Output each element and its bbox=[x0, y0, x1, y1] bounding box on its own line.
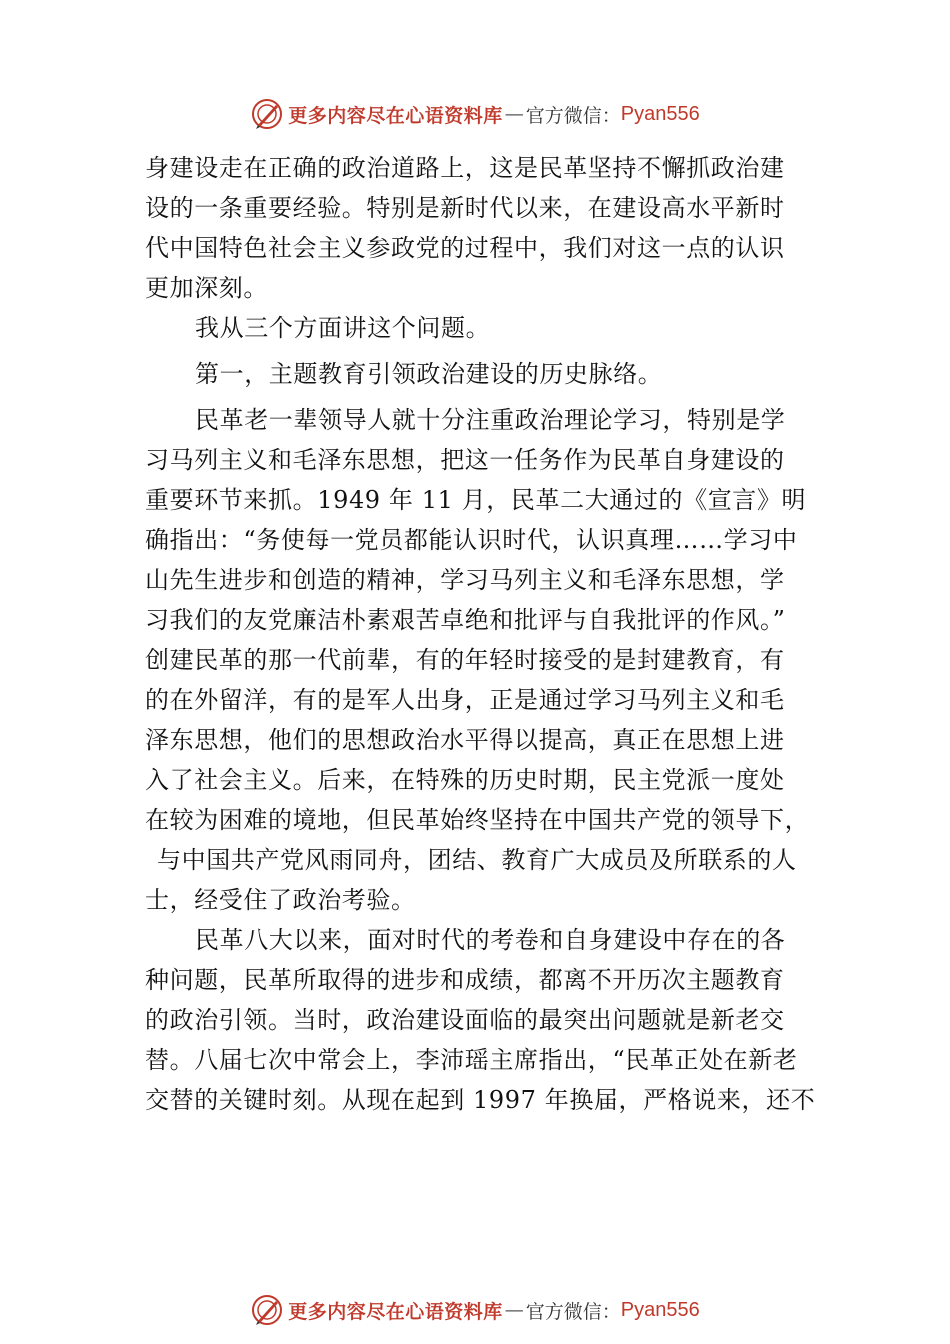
body-line: 更加深刻。 bbox=[145, 274, 268, 302]
header-wechat-id: Pyan556 bbox=[620, 102, 700, 125]
body-line: 习我们的友党廉洁朴素艰苦卓绝和批评与自我批评的作风。” bbox=[145, 606, 786, 634]
footer-official-label: 官方微信： bbox=[525, 1300, 621, 1323]
document-body bbox=[145, 148, 830, 1120]
body-line: 与中国共产党风雨同舟，团结、教育广大成员及所联系的人 bbox=[157, 846, 797, 874]
body-line: 代中国特色社会主义参政党的过程中，我们对这一点的认识 bbox=[145, 234, 785, 262]
body-line: 确指出：“务使每一党员都能认识时代，认识真理……学习中 bbox=[145, 526, 798, 554]
header-dash: — bbox=[504, 103, 524, 125]
body-line: 在较为困难的境地，但民革始终坚持在中国共产党的领导下， bbox=[145, 806, 810, 834]
body-line: 士，经受住了政治考验。 bbox=[145, 886, 416, 914]
header-banner bbox=[0, 94, 950, 134]
body-line: 身建设走在正确的政治道路上，这是民革坚持不懈抓政治建 bbox=[145, 154, 785, 182]
header-brand-text: 更多内容尽在心语资料库 bbox=[288, 104, 503, 127]
body-line: 设的一条重要经验。特别是新时代以来，在建设高水平新时 bbox=[145, 194, 785, 222]
body-line: 泽东思想，他们的思想政治水平得以提高，真正在思想上进 bbox=[145, 726, 785, 754]
body-line: 入了社会主义。后来，在特殊的历史时期，民主党派一度处 bbox=[145, 766, 785, 794]
paragraph-first-line: 我从三个方面讲这个问题。 bbox=[195, 314, 491, 342]
pen-logo-icon bbox=[250, 97, 284, 131]
body-line: 习马列主义和毛泽东思想，把这一任务作为民革自身建设的 bbox=[145, 446, 785, 474]
body-line: 山先生进步和创造的精神，学习马列主义和毛泽东思想，学 bbox=[145, 566, 785, 594]
footer-brand-text: 更多内容尽在心语资料库 bbox=[288, 1300, 503, 1323]
body-line: 创建民革的那一代前辈，有的年轻时接受的是封建教育，有 bbox=[145, 646, 785, 674]
paragraph-first-line: 民革老一辈领导人就十分注重政治理论学习，特别是学 bbox=[195, 406, 786, 434]
footer-banner bbox=[0, 1290, 950, 1330]
footer-dash: — bbox=[504, 1299, 524, 1321]
body-line: 的政治引领。当时，政治建设面临的最突出问题就是新老交 bbox=[145, 1006, 785, 1034]
body-line: 替。八届七次中常会上，李沛瑶主席指出，“民革正处在新老 bbox=[145, 1046, 798, 1074]
body-line: 交替的关键时刻。从现在起到 1997 年换届，严格说来，还不 bbox=[145, 1086, 816, 1114]
body-line: 种问题，民革所取得的进步和成绩，都离不开历次主题教育 bbox=[145, 966, 785, 994]
header-official-label: 官方微信： bbox=[525, 104, 621, 127]
footer-wechat-id: Pyan556 bbox=[620, 1298, 700, 1321]
body-line: 的在外留洋，有的是军人出身，正是通过学习马列主义和毛 bbox=[145, 686, 785, 714]
body-line: 重要环节来抓。1949 年 11 月，民革二大通过的《宣言》明 bbox=[145, 486, 807, 514]
paragraph-first-line: 民革八大以来，面对时代的考卷和自身建设中存在的各 bbox=[195, 926, 786, 954]
pen-logo-icon bbox=[250, 1293, 284, 1327]
section-heading: 第一，主题教育引领政治建设的历史脉络。 bbox=[195, 360, 663, 388]
